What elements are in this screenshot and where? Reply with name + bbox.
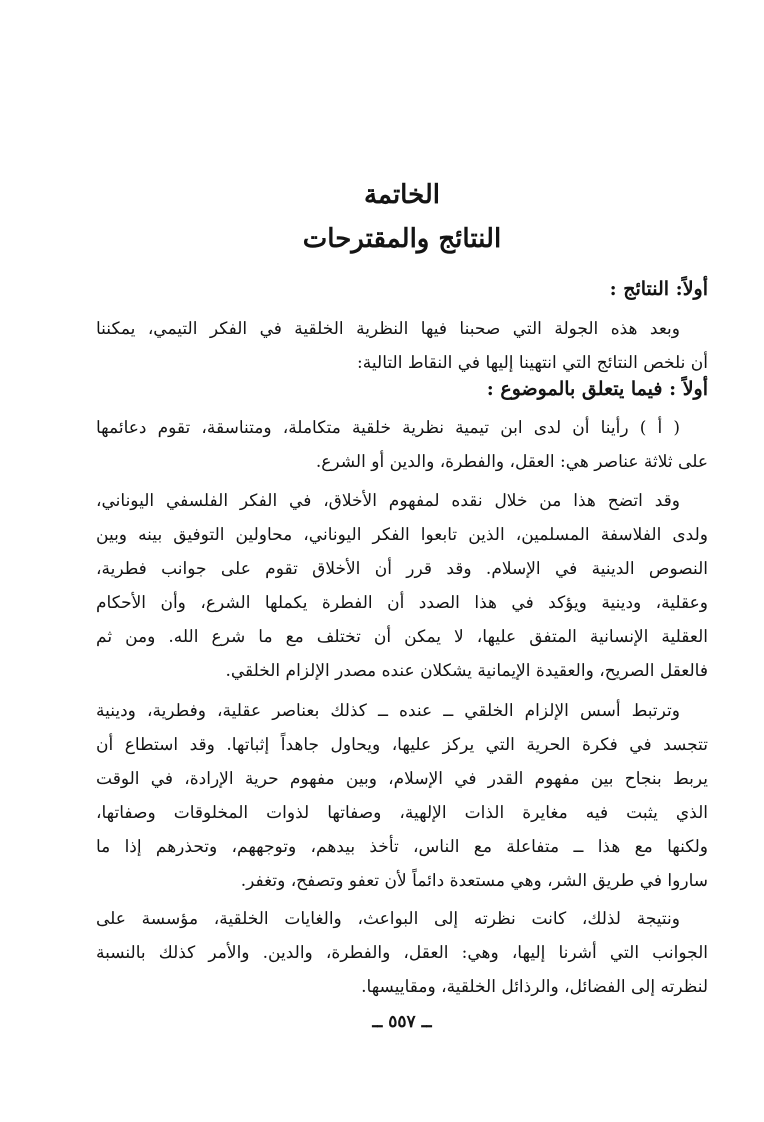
paragraph-line: على ثلاثة عناصر هي: العقل، والفطرة، والدين أو الشرع. [315, 452, 708, 472]
paragraph-line: يربط بنجاح بين مفهوم القدر في الإسلام، وبين مفهوم حرية الإرادة، في الوقت [96, 769, 708, 789]
paragraph-line: وعقلية، ودينية ويؤكد في هذا الصدد أن الفطرة يكملها الشرع، وأن الأحكام [96, 593, 708, 613]
paragraph-line: النصوص الدينية في الإسلام. وقد قرر أن الأخلاق تقوم على جوانب فطرية، [96, 559, 708, 579]
paragraph-line: الجوانب التي أشرنا إليها، وهي: العقل، والفطرة، والدين. والأمر كذلك بالنسبة [96, 943, 708, 963]
intro-line: أن نلخص النتائج التي انتهينا إليها في النقاط التالية: [357, 353, 708, 373]
intro-line: وبعد هذه الجولة التي صحبنا فيها النظرية الخلقية في الفكر التيمي، يمكننا [96, 319, 680, 339]
subheading: أولاً : فيما يتعلق بالموضوع : [486, 378, 708, 400]
paragraph-line: تتجسد في فكرة الحرية التي يركز عليها، ويحاول جاهداً إثباتها. وقد استطاع أن [96, 735, 708, 755]
section-heading: أولاً: النتائج : [609, 278, 708, 300]
paragraph-line: الذي يثبت فيه مغايرة الذات الإلهية، وصفاتها لذوات المخلوقات وصفاتها، [96, 803, 708, 823]
page [96, 0, 708, 1122]
paragraph-line: ولدى الفلاسفة المسلمين، الذين تابعوا الفكر اليوناني، محاولين التوفيق بينه وبين [96, 525, 708, 545]
paragraph-line: وقد اتضح هذا من خلال نقده لمفهوم الأخلاق، في الفكر الفلسفي اليوناني، [96, 491, 680, 511]
paragraph-line: ( أ ) رأينا أن لدى ابن تيمية نظرية خلقية متكاملة، ومتناسقة، تقوم دعائمها [96, 418, 680, 438]
paragraph-line: ساروا في طريق الشر، وهي مستعدة دائماً لأن تعفو وتصفح، وتغفر. [240, 871, 708, 891]
paragraph-line: ولكنها مع هذا ــ متفاعلة مع الناس، تأخذ بيدهم، وتوجههم، وتحذرهم إذا ما [96, 837, 708, 857]
paragraph-line: فالعقل الصريح، والعقيدة الإيمانية يشكلان عنده مصدر الإلزام الخلقي. [225, 661, 708, 681]
chapter-title: الخاتمة [363, 180, 441, 210]
paragraph-line: لنظرته إلى الفضائل، والرذائل الخلقية، ومقاييسها. [361, 977, 708, 997]
paragraph-line: وترتبط أسس الإلزام الخلقي ــ عنده ــ كذلك بعناصر عقلية، وفطرية، ودينية [96, 701, 680, 721]
chapter-subtitle: النتائج والمقترحات [302, 224, 502, 254]
paragraph-line: العقلية الإنسانية المتفق عليها، لا يمكن أن تختلف مع ما شرع الله. ومن ثم [96, 627, 708, 647]
paragraph-line: ونتيجة لذلك، كانت نظرته إلى البواعث، والغايات الخلقية، مؤسسة على [96, 909, 680, 929]
page-number: ــ ٥٥٧ ــ [372, 1012, 432, 1032]
